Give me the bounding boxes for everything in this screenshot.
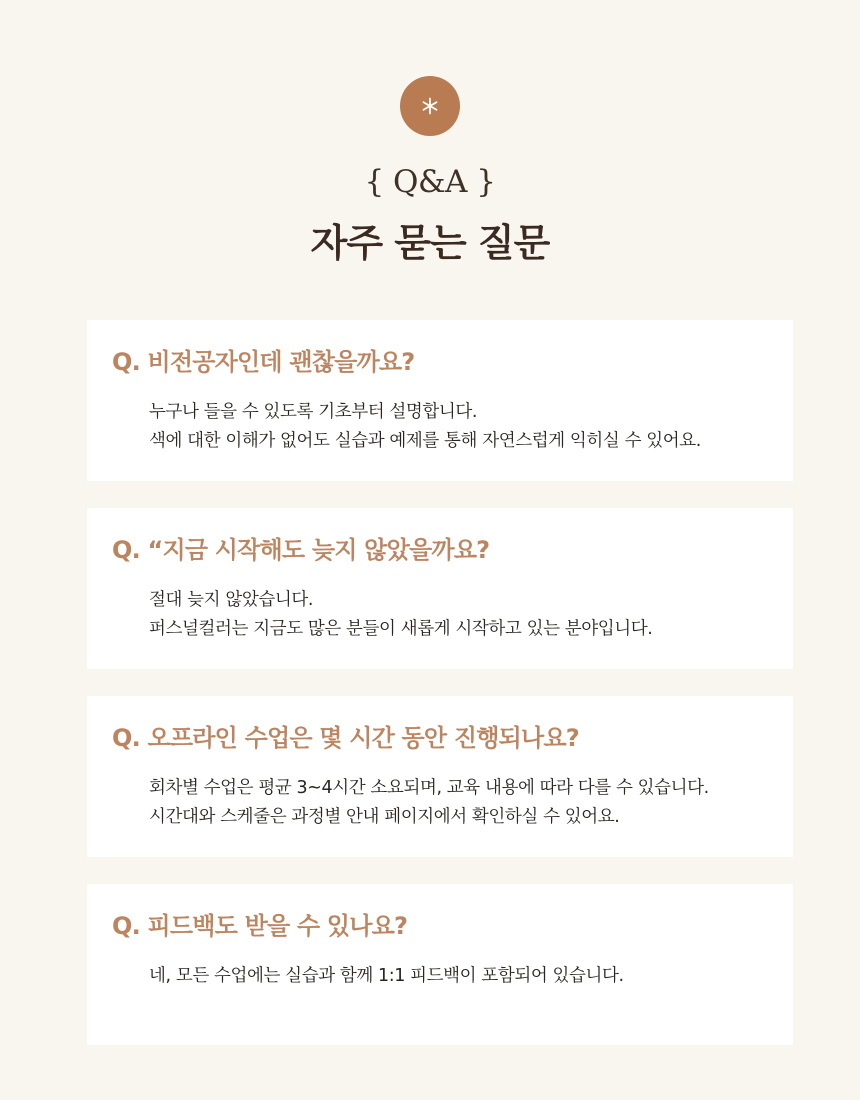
faq-item[interactable] — [87, 508, 793, 669]
faq-question: Q. 비전공자인데 괜찮을까요? — [112, 348, 415, 376]
page-title: 자주 묻는 질문 — [310, 221, 550, 265]
faq-answer-line: 누구나 들을 수 있도록 기초부터 설명합니다. — [149, 402, 478, 422]
asterisk-icon — [421, 97, 439, 115]
badge — [400, 76, 460, 136]
faq-question: Q. 피드백도 받을 수 있나요? — [112, 912, 408, 940]
faq-question: Q. “지금 시작해도 늦지 않았을까요? — [112, 536, 490, 564]
faq-item[interactable] — [87, 320, 793, 481]
faq-list — [87, 320, 793, 1072]
section-eyebrow: { Q&A } — [364, 164, 496, 200]
faq-answer-line: 회차별 수업은 평균 3~4시간 소요되며, 교육 내용에 따라 다를 수 있습니다. — [149, 778, 709, 798]
faq-item[interactable] — [87, 696, 793, 857]
faq-answer — [112, 774, 773, 832]
faq-item[interactable] — [87, 884, 793, 1045]
faq-answer — [112, 586, 773, 644]
faq-answer-line: 시간대와 스케줄은 과정별 안내 페이지에서 확인하실 수 있어요. — [149, 807, 620, 827]
faq-answer-line: 절대 늦지 않았습니다. — [149, 590, 314, 610]
faq-answer — [112, 962, 773, 991]
faq-answer-line: 퍼스널컬러는 지금도 많은 분들이 새롭게 시작하고 있는 분야입니다. — [149, 619, 653, 639]
faq-answer — [112, 398, 773, 456]
faq-question: Q. 오프라인 수업은 몇 시간 동안 진행되나요? — [112, 724, 579, 752]
faq-answer-line: 네, 모든 수업에는 실습과 함께 1:1 피드백이 포함되어 있습니다. — [149, 966, 624, 986]
faq-answer-line: 색에 대한 이해가 없어도 실습과 예제를 통해 자연스럽게 익히실 수 있어요. — [149, 431, 701, 451]
